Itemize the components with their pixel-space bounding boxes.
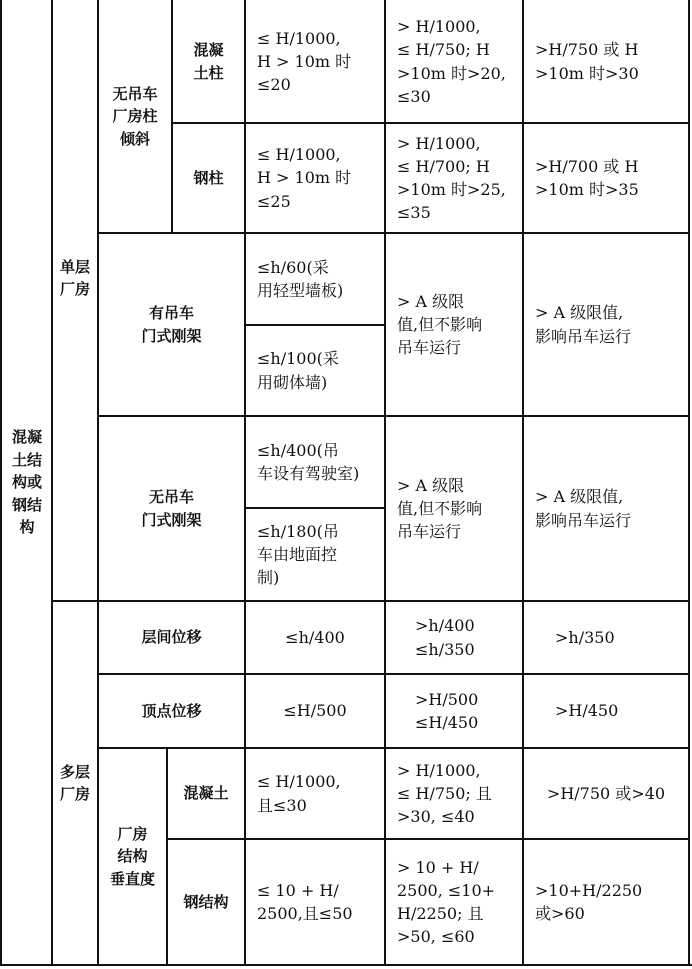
concrete-column-class-b xyxy=(385,0,523,123)
no-crane-portal-frame-class-a-ground xyxy=(245,508,385,601)
no-crane-portal-frame-class-a-cab xyxy=(245,416,385,508)
no-crane-portal-frame-text: 无吊车 门式刚架 xyxy=(141,488,202,529)
top-displacement-class-b xyxy=(385,674,523,748)
verticality-steel-class-c-text: >10+H/2250 或>60 xyxy=(535,880,643,923)
crane-portal-frame-class-c-text: > A 级限值, 影响吊车运行 xyxy=(535,303,632,346)
top-displacement-class-c xyxy=(523,674,689,748)
no-crane-portal-frame-class-c xyxy=(523,416,689,601)
verticality-steel-class-b-text: > 10 + H/ 2500, ≤10+ H/2250; 且 >50, ≤60 xyxy=(397,857,496,947)
verticality-concrete-label xyxy=(167,748,245,839)
verticality-steel-class-a xyxy=(245,839,385,965)
top-displacement-class-c-text: >H/450 xyxy=(555,701,619,721)
steel-column-class-b xyxy=(385,123,523,233)
no-crane-portal-frame-class-b xyxy=(385,416,523,601)
interstory-drift-class-c-text: >h/350 xyxy=(555,627,615,647)
verticality-label xyxy=(98,748,167,965)
no-crane-column-tilt-label xyxy=(98,0,172,233)
verticality-steel-label xyxy=(167,839,245,965)
top-displacement-class-a xyxy=(245,674,385,748)
no-crane-portal-frame-class-a-cab-text: ≤h/400(吊 车设有驾驶室) xyxy=(257,440,360,483)
verticality-concrete-class-b-text: > H/1000, ≤ H/750; 且 >30, ≤40 xyxy=(397,760,492,827)
multi-story-text: 多层 厂房 xyxy=(59,762,90,803)
steel-column-label xyxy=(172,123,245,233)
no-crane-column-tilt-text: 无吊车 厂房柱 倾斜 xyxy=(112,84,158,148)
interstory-drift-class-b-text: >h/400 ≤h/350 xyxy=(415,616,475,659)
no-crane-portal-frame-class-b-text: > A 级限 值,但不影响 吊车运行 xyxy=(397,475,483,542)
concrete-column-label xyxy=(172,0,245,123)
single-story-text: 单层 厂房 xyxy=(59,257,90,298)
verticality-text: 厂房 结构 垂直度 xyxy=(109,824,155,888)
crane-portal-frame-class-a-masonry-wall-text: ≤h/100(采 用砌体墙) xyxy=(257,349,339,392)
interstory-drift-class-b xyxy=(385,601,523,674)
concrete-column-class-c-text: >H/750 或 H >10m 时>30 xyxy=(535,40,639,83)
steel-column-class-a-text: ≤ H/1000, H > 10m 时 ≤25 xyxy=(257,145,352,211)
verticality-concrete-class-a-text: ≤ H/1000, 且≤30 xyxy=(257,772,341,815)
interstory-drift-class-a xyxy=(245,601,385,674)
interstory-drift-text: 层间位移 xyxy=(141,628,202,647)
crane-portal-frame-class-a-light-wall xyxy=(245,233,385,325)
crane-portal-frame-class-b-text: > A 级限 值,但不影响 吊车运行 xyxy=(397,291,483,358)
category-text: 混凝 土结 构或 钢结 构 xyxy=(11,428,42,537)
steel-column-text: 钢柱 xyxy=(193,168,224,187)
crane-portal-frame-text: 有吊车 门式刚架 xyxy=(141,304,202,345)
crane-portal-frame-class-c xyxy=(523,233,689,416)
concrete-column-class-a-text: ≤ H/1000, H > 10m 时 ≤20 xyxy=(257,28,352,95)
no-crane-portal-frame-label xyxy=(98,416,245,601)
concrete-column-class-b-text: > H/1000, ≤ H/750; H >10m 时>20, ≤30 xyxy=(397,17,506,106)
steel-column-class-c xyxy=(523,123,689,233)
verticality-concrete-class-c-text: >H/750 或>40 xyxy=(546,783,666,803)
verticality-concrete-class-c xyxy=(523,748,689,839)
multi-story-label xyxy=(52,601,98,965)
verticality-concrete-text: 混凝土 xyxy=(183,784,229,803)
verticality-concrete-class-a xyxy=(245,748,385,839)
crane-portal-frame-label xyxy=(98,233,245,416)
verticality-steel-class-a-text: ≤ 10 + H/ 2500,且≤50 xyxy=(257,880,353,923)
verticality-steel-class-c xyxy=(523,839,689,965)
interstory-drift-class-c xyxy=(523,601,689,674)
interstory-drift-class-a-text: ≤h/400 xyxy=(285,627,345,647)
top-displacement-label xyxy=(98,674,245,748)
top-displacement-class-a-text: ≤H/500 xyxy=(283,701,347,721)
concrete-column-class-a xyxy=(245,0,385,123)
interstory-drift-label xyxy=(98,601,245,674)
no-crane-portal-frame-class-c-text: > A 级限值, 影响吊车运行 xyxy=(535,487,632,530)
verticality-concrete-class-b xyxy=(385,748,523,839)
single-story-label xyxy=(52,233,98,323)
category-label xyxy=(2,0,52,965)
no-crane-portal-frame-class-a-ground-text: ≤h/180(吊 车由地面控 制) xyxy=(257,521,339,588)
steel-column-class-c-text: >H/700 或 H >10m 时>35 xyxy=(535,156,639,199)
steel-column-class-a xyxy=(245,123,385,233)
steel-column-class-b-text: > H/1000, ≤ H/700; H >10m 时>25, ≤35 xyxy=(397,133,506,223)
verticality-steel-text: 钢结构 xyxy=(183,892,229,911)
verticality-steel-class-b xyxy=(385,839,523,965)
top-displacement-class-b-text: >H/500 ≤H/450 xyxy=(415,689,479,732)
top-displacement-text: 顶点位移 xyxy=(141,701,202,720)
crane-portal-frame-class-a-masonry-wall xyxy=(245,325,385,416)
concrete-column-text: 混凝 土柱 xyxy=(193,41,224,82)
crane-portal-frame-class-b xyxy=(385,233,523,416)
crane-portal-frame-class-a-light-wall-text: ≤h/60(采 用轻型墙板) xyxy=(257,257,344,300)
concrete-column-class-c xyxy=(523,0,689,123)
